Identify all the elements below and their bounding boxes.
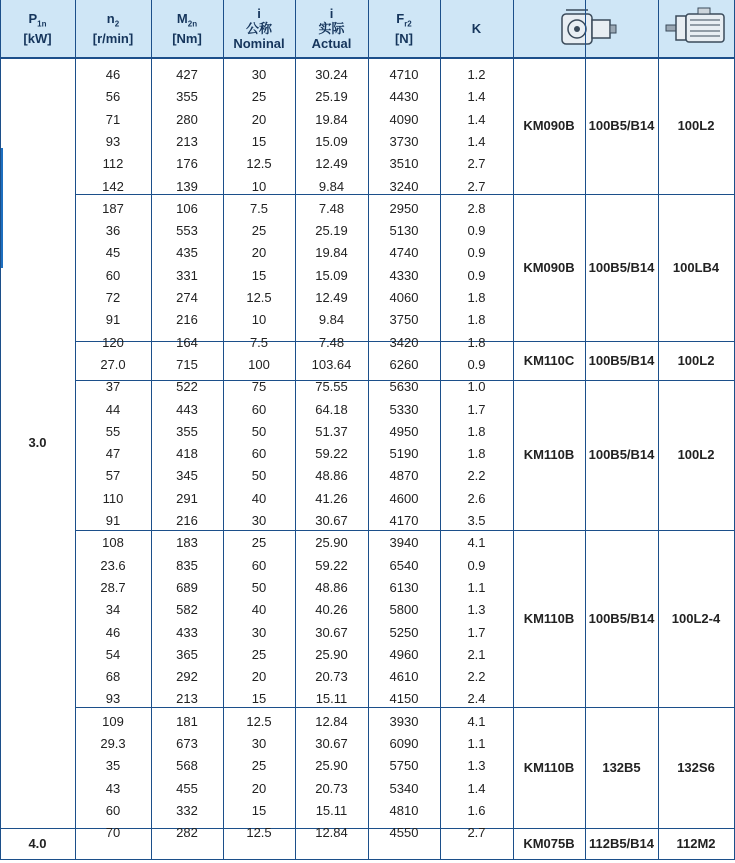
table-cell: 5340 (389, 780, 419, 796)
table-cell: 1.3 (467, 602, 486, 618)
table-cell: 9.84 (318, 312, 345, 328)
table-cell: 0.9 (467, 557, 486, 573)
table-cell: 64.18 (315, 401, 348, 417)
flange-type: 100B5/B14 (588, 447, 655, 462)
electric-motor-icon (664, 6, 730, 50)
flange-type: 100B5/B14 (588, 259, 655, 275)
table-cell: 103.64 (311, 356, 352, 372)
table-cell: 109 (102, 713, 124, 729)
table-cell: 40.26 (315, 602, 348, 618)
table-cell: 1.8 (467, 290, 486, 305)
table-cell: 1.3 (467, 758, 486, 774)
table-cell: 176 (176, 156, 198, 172)
table-cell: 47 (105, 446, 121, 462)
table-cell: 5130 (389, 223, 419, 239)
motor-type: 100L2-4 (671, 610, 721, 626)
table-cell: 1.6 (467, 802, 486, 818)
grid-line (75, 194, 735, 195)
table-cell: 30.24 (315, 67, 348, 82)
motor-type: 112M2 (676, 835, 716, 851)
table-cell: 4430 (389, 89, 419, 105)
flange-type: 100B5/B14 (588, 117, 655, 133)
table-cell: 282 (176, 825, 198, 841)
power-rating: 4.0 (28, 835, 47, 851)
table-cell: 6540 (389, 557, 419, 573)
table-cell: 3420 (389, 334, 419, 350)
header-power: $P_{1n}$ [kW] (23, 10, 52, 47)
table-cell: 12.84 (315, 825, 348, 841)
table-cell: 12.84 (315, 713, 348, 729)
table-cell: 40 (251, 490, 267, 506)
table-cell: 332 (176, 802, 198, 818)
table-cell: 5630 (389, 379, 419, 395)
table-cell: 45 (105, 245, 121, 261)
table-cell: 331 (176, 267, 198, 283)
table-cell: 27.0 (100, 356, 126, 372)
table-cell: 3940 (389, 535, 419, 551)
table-cell: 30 (251, 513, 267, 528)
gearbox-model: KM075B (523, 835, 575, 851)
table-cell: 7.5 (249, 334, 269, 350)
table-cell: 181 (176, 713, 198, 729)
table-cell: 1.8 (467, 446, 486, 462)
table-cell: 689 (176, 579, 198, 595)
table-cell: 2.1 (467, 646, 486, 662)
table-cell: 355 (176, 89, 198, 105)
table-cell: 4950 (389, 423, 419, 439)
table-cell: 59.22 (315, 557, 348, 573)
table-cell: 93 (105, 691, 121, 707)
header-output-speed: $n_2$ [r/min] (92, 10, 134, 47)
table-cell: 2.2 (467, 669, 486, 685)
table-cell: 20 (251, 245, 267, 261)
table-cell: 1.4 (467, 111, 486, 127)
header-ratio-nominal: i 公称 Nominal (233, 6, 285, 51)
table-cell: 187 (102, 200, 124, 216)
table-cell: 1.0 (467, 379, 486, 395)
table-cell: 25 (251, 758, 267, 774)
table-cell: 72 (105, 290, 121, 305)
table-cell: 4610 (389, 669, 419, 685)
table-cell: 44 (105, 401, 121, 417)
table-cell: 2.8 (467, 200, 486, 216)
table-cell: 25 (251, 223, 267, 239)
motor-type: 100LB4 (672, 259, 720, 275)
table-cell: 2.2 (467, 468, 486, 484)
table-cell: 2.7 (467, 178, 486, 194)
table-cell: 5750 (389, 758, 419, 774)
table-cell: 291 (176, 490, 198, 506)
table-cell: 1.1 (467, 579, 486, 595)
table-cell: 4870 (389, 468, 419, 484)
table-cell: 12.49 (315, 156, 348, 172)
table-cell: 106 (176, 200, 198, 216)
table-cell: 23.6 (100, 557, 126, 573)
table-cell: 1.1 (467, 736, 486, 751)
table-cell: 60 (105, 802, 121, 818)
table-cell: 0.9 (467, 356, 486, 372)
table-cell: 2.7 (467, 156, 486, 172)
table-cell: 68 (105, 669, 121, 685)
table-cell: 280 (176, 111, 198, 127)
table-cell: 37 (105, 379, 121, 395)
table-cell: 427 (176, 67, 198, 82)
table-cell: 15 (251, 267, 267, 283)
table-cell: 7.48 (318, 334, 345, 350)
motor-type: 100L2 (677, 117, 715, 133)
motor-type: 100L2 (677, 352, 715, 368)
table-cell: 60 (105, 267, 121, 283)
table-cell: 10 (251, 312, 267, 328)
gearbox-model: KM110B (523, 447, 575, 462)
flange-type: 100B5/B14 (588, 352, 655, 368)
table-cell: 25 (251, 535, 267, 551)
table-cell: 6260 (389, 356, 419, 372)
table-cell: 213 (176, 133, 198, 149)
table-cell: 216 (176, 312, 198, 328)
table-cell: 15.09 (315, 267, 348, 283)
table-cell: 25 (251, 646, 267, 662)
table-cell: 19.84 (315, 245, 348, 261)
table-cell: 213 (176, 691, 198, 707)
table-cell: 4550 (389, 825, 419, 841)
table-cell: 30.67 (315, 736, 348, 751)
table-cell: 60 (251, 557, 267, 573)
table-cell: 164 (176, 334, 198, 350)
table-cell: 1.2 (467, 67, 486, 82)
table-cell: 1.4 (467, 89, 486, 105)
table-cell: 9.84 (318, 178, 345, 194)
table-cell: 4170 (389, 513, 419, 528)
table-cell: 355 (176, 423, 198, 439)
table-cell: 93 (105, 133, 121, 149)
table-cell: 1.7 (467, 401, 486, 417)
table-cell: 71 (105, 111, 121, 127)
table-cell: 3930 (389, 713, 419, 729)
table-cell: 91 (105, 312, 121, 328)
table-cell: 2.6 (467, 490, 486, 506)
table-cell: 139 (176, 178, 198, 194)
table-cell: 5800 (389, 602, 419, 618)
table-cell: 25 (251, 89, 267, 105)
motor-type: 132S6 (677, 759, 715, 775)
table-cell: 4.1 (467, 713, 486, 729)
table-cell: 568 (176, 758, 198, 774)
gearbox-model: KM110B (523, 610, 575, 626)
table-cell: 34 (105, 602, 121, 618)
table-cell: 0.9 (467, 245, 486, 261)
table-cell: 110 (102, 490, 124, 506)
flange-type: 112B5/B14 (588, 835, 655, 851)
table-cell: 4330 (389, 267, 419, 283)
table-cell: 36 (105, 223, 121, 239)
table-cell: 443 (176, 401, 198, 417)
table-cell: 56 (105, 89, 121, 105)
table-cell: 40 (251, 602, 267, 618)
table-cell: 20 (251, 780, 267, 796)
table-cell: 274 (176, 290, 198, 305)
table-cell: 1.8 (467, 312, 486, 328)
flange-type: 100B5/B14 (588, 610, 655, 626)
table-cell: 120 (102, 334, 124, 350)
table-cell: 4600 (389, 490, 419, 506)
grid-line (0, 57, 735, 59)
power-rating: 3.0 (28, 434, 47, 450)
table-cell: 835 (176, 557, 198, 573)
table-cell: 1.4 (467, 133, 486, 149)
gearbox-model: KM090B (523, 259, 575, 275)
table-cell: 70 (105, 825, 121, 841)
table-cell: 54 (105, 646, 121, 662)
table-cell: 4960 (389, 646, 419, 662)
table-cell: 60 (251, 446, 267, 462)
table-cell: 1.8 (467, 334, 486, 350)
table-cell: 43 (105, 780, 121, 796)
table-cell: 4740 (389, 245, 419, 261)
table-cell: 4150 (389, 691, 419, 707)
grid-line (75, 707, 735, 708)
table-cell: 715 (176, 356, 198, 372)
table-cell: 19.84 (315, 111, 348, 127)
table-cell: 50 (251, 579, 267, 595)
table-cell: 112 (102, 156, 124, 172)
table-cell: 15.09 (315, 133, 348, 149)
table-cell: 30.67 (315, 513, 348, 528)
table-cell: 0.9 (467, 267, 486, 283)
table-cell: 20 (251, 669, 267, 685)
table-cell: 20.73 (315, 780, 348, 796)
table-cell: 50 (251, 468, 267, 484)
grid-line (75, 0, 76, 860)
table-cell: 75.55 (315, 379, 348, 395)
table-cell: 25.19 (315, 223, 348, 239)
table-cell: 4060 (389, 290, 419, 305)
table-cell: 15.11 (315, 802, 348, 818)
grid-line (0, 0, 1, 860)
table-cell: 15 (251, 691, 267, 707)
table-cell: 673 (176, 736, 198, 751)
table-cell: 6130 (389, 579, 419, 595)
table-cell: 28.7 (100, 579, 126, 595)
table-cell: 91 (105, 513, 121, 528)
table-cell: 4810 (389, 802, 419, 818)
table-cell: 12.49 (315, 290, 348, 305)
table-cell: 582 (176, 602, 198, 618)
table-cell: 51.37 (315, 423, 348, 439)
table-cell: 1.8 (467, 423, 486, 439)
table-cell: 108 (102, 535, 124, 551)
table-cell: 553 (176, 223, 198, 239)
table-cell: 55 (105, 423, 121, 439)
table-cell: 5190 (389, 446, 419, 462)
table-cell: 25.90 (315, 535, 348, 551)
header-service-factor: K (471, 21, 482, 36)
table-cell: 12.5 (246, 156, 272, 172)
table-cell: 57 (105, 468, 121, 484)
table-cell: 0.9 (467, 223, 486, 239)
table-cell: 7.48 (318, 200, 345, 216)
table-cell: 5250 (389, 624, 419, 640)
table-cell: 345 (176, 468, 198, 484)
table-cell: 5330 (389, 401, 419, 417)
table-cell: 20 (251, 111, 267, 127)
table-cell: 48.86 (315, 579, 348, 595)
table-cell: 3.5 (467, 513, 486, 528)
table-cell: 3510 (389, 156, 419, 172)
table-cell: 15.11 (315, 691, 348, 707)
table-cell: 48.86 (315, 468, 348, 484)
table-cell: 2.7 (467, 825, 486, 841)
table-cell: 292 (176, 669, 198, 685)
table-cell: 46 (105, 67, 121, 82)
table-cell: 522 (176, 379, 198, 395)
table-cell: 12.5 (246, 290, 272, 305)
header-output-torque: $M_{2n}$ [Nm] (172, 10, 202, 47)
gear-reducer-icon (558, 6, 618, 50)
table-cell: 4710 (389, 67, 419, 82)
table-cell: 41.26 (315, 490, 348, 506)
table-cell: 183 (176, 535, 198, 551)
table-cell: 4.1 (467, 535, 486, 551)
table-cell: 30 (251, 67, 267, 82)
table-cell: 2950 (389, 200, 419, 216)
table-cell: 30 (251, 624, 267, 640)
table-cell: 25.90 (315, 758, 348, 774)
table-cell: 6090 (389, 736, 419, 751)
table-cell: 12.5 (246, 825, 272, 841)
table-cell: 46 (105, 624, 121, 640)
gearbox-model: KM110B (523, 759, 575, 775)
table-cell: 50 (251, 423, 267, 439)
table-cell: 29.3 (100, 736, 126, 751)
table-cell: 100 (248, 356, 270, 372)
gearbox-model: KM110C (523, 352, 575, 368)
table-cell: 418 (176, 446, 198, 462)
header-radial-load: $F_{r2}$ [N] (394, 10, 414, 47)
table-cell: 25.90 (315, 646, 348, 662)
table-cell: 1.7 (467, 624, 486, 640)
table-cell: 12.5 (246, 713, 272, 729)
table-cell: 433 (176, 624, 198, 640)
table-cell: 455 (176, 780, 198, 796)
table-cell: 15 (251, 133, 267, 149)
table-cell: 10 (251, 178, 267, 194)
table-cell: 3240 (389, 178, 419, 194)
table-cell: 4090 (389, 111, 419, 127)
header-ratio-actual: i 实际 Actual (311, 6, 352, 51)
table-cell: 15 (251, 802, 267, 818)
table-cell: 30 (251, 736, 267, 751)
flange-type: 132B5 (602, 759, 641, 775)
table-cell: 59.22 (315, 446, 348, 462)
table-cell: 7.5 (249, 200, 269, 216)
table-cell: 216 (176, 513, 198, 528)
table-cell: 30.67 (315, 624, 348, 640)
grid-line (0, 859, 735, 860)
table-cell: 435 (176, 245, 198, 261)
table-cell: 20.73 (315, 669, 348, 685)
gearbox-model: KM090B (523, 117, 575, 133)
table-cell: 142 (102, 178, 124, 194)
motor-type: 100L2 (677, 447, 715, 462)
table-cell: 35 (105, 758, 121, 774)
table-cell: 2.4 (467, 691, 486, 707)
table-cell: 365 (176, 646, 198, 662)
table-cell: 60 (251, 401, 267, 417)
table-cell: 3750 (389, 312, 419, 328)
table-cell: 25.19 (315, 89, 348, 105)
grid-line (75, 530, 735, 531)
table-cell: 1.4 (467, 780, 486, 796)
table-cell: 75 (251, 379, 267, 395)
table-cell: 3730 (389, 133, 419, 149)
